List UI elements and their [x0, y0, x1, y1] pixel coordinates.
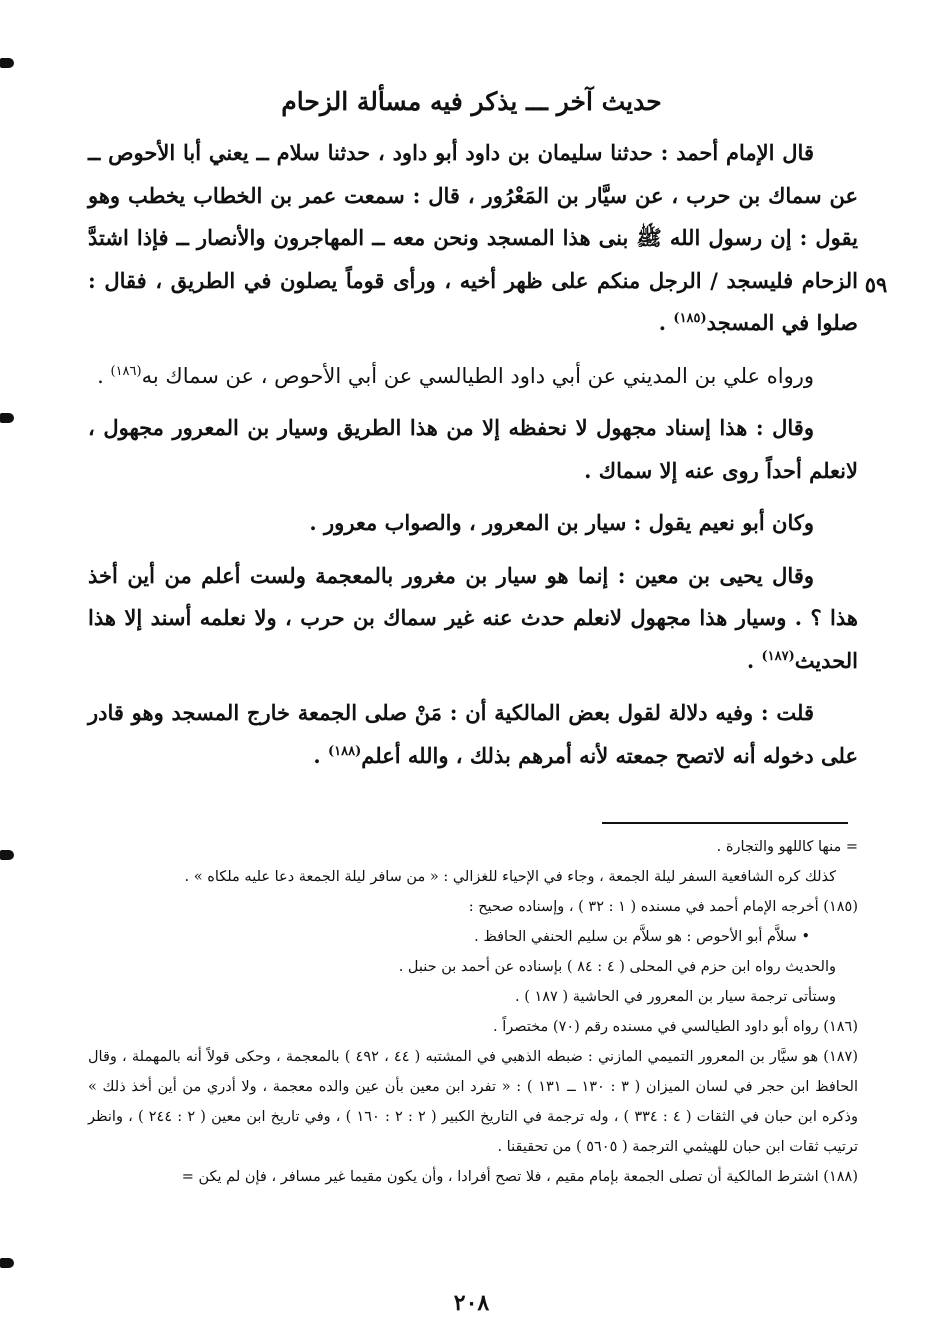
paragraph-3: وقال : هذا إسناد مجهول لا نحفظه إلا من هذا الطريق وسيار بن المعرور مجهول ، لانعلم أحداً روى عنه إلا سماك . [88, 415, 858, 483]
paragraph-text: قال الإمام أحمد : حدثنا سليمان بن داود أبو داود ، حدثنا سلام ــ يعني أبا الأحوص ــ عن سماك بن حرب ، عن سيَّار بن المَعْرُور ، قال : سمعت عمر بن الخطاب يخطب وهو يقول : إن رسول الله ﷺ بنى هذا المسجد ونحن معه ــ المهاجرون والأنصار ــ فإذا اشتدَّ الزحام فليسجد / الرجل منكم على ظهر أخيه ، ورأى قوماً يصلون في الطريق ، فقال : صلوا في المسجد [88, 140, 858, 335]
paragraph-end: . [658, 310, 674, 335]
footnote-line: • سلاَّم أبو الأحوص : هو سلاَّم بن سليم الحنفي الحافظ . [474, 929, 810, 945]
paragraph-text: قلت : وفيه دلالة لقول بعض المالكية أن : مَنْ صلى الجمعة خارج المسجد وهو قادر على دخوله أنه لاتصح جمعته لأنه أمرهم بذلك ، والله أعلم [88, 700, 858, 768]
footnote-ref: (١٨٥) [673, 311, 707, 326]
paragraph-end: . [97, 363, 111, 388]
paragraph-end: . [313, 742, 328, 768]
scan-margin-mark [0, 1258, 14, 1268]
paragraph-text: ورواه علي بن المديني عن أبي داود الطيالسي عن أبي الأحوص ، عن سماك به [141, 363, 814, 388]
page-title: حديث آخر ـــ يذكر فيه مسألة الزحام [281, 87, 662, 116]
footnote-line: = منها كاللهو والتجارة . [716, 839, 858, 855]
main-text [88, 132, 858, 777]
scan-margin-mark [0, 850, 14, 860]
paragraph-end: . [746, 647, 762, 673]
footnote-line: (١٨٧) هو سيَّار بن المعرور التميمي المازني : ضبطه الذهبي في المشتبه ( ٤٤ ، ٤٩٢ ) بالمعجمة ، وحكى قولاً أنه بالمهملة ، وقال الحافظ ابن حجر في لسان الميزان ( ٣ : ١٣٠ ــ ١٣١ ) : « تفرد ابن معين بأن عين والده معجمة ، ولا أدري من أين أخذ ذلك » وذكره ابن حبان في الثقات ( ٤ : ٣٣٤ ) ، وله ترجمة في التاريخ الكبير ( ٢ : ٢ : ١٦٠ ) ، وفي تاريخ ابن معين ( ٢ : ٢٤٤ ) ، وانظر ترتيب ثقات ابن حبان للهيثمي الترجمة ( ٥٦٠٥ ) من تحقيقنا . [88, 1049, 859, 1155]
scan-margin-mark [0, 58, 14, 68]
paragraph-1 [88, 132, 858, 345]
footnotes [88, 832, 858, 1192]
footnote-separator [602, 822, 848, 824]
scan-margin-mark [0, 413, 14, 423]
paragraph-2 [88, 355, 858, 398]
page-number: ٢٠٨ [453, 1290, 490, 1316]
footnote-ref: (١٨٦) [110, 363, 142, 379]
footnote-line: وستأتى ترجمة سيار بن المعرور في الحاشية ( ١٨٧ ) . [514, 989, 836, 1005]
footnote-line: (١٨٦) رواه أبو داود الطيالسي في مسنده رقم (٧٠) مختصراً . [493, 1019, 858, 1035]
footnote-line: (١٨٨) اشترط المالكية أن تصلى الجمعة بإمام مقيم ، فلا تصح أفرادا ، وأن يكون مقيما غير مسافر ، فإن لم يكن = [181, 1169, 858, 1185]
footnote-line: كذلك كره الشافعية السفر ليلة الجمعة ، وجاء في الإحياء للغزالي : « من سافر ليلة الجمعة دعا عليه ملكاه » . [184, 869, 836, 885]
margin-page-marker: ٥٩ [864, 272, 888, 297]
paragraph-4: وكان أبو نعيم يقول : سيار بن المعرور ، والصواب معرور . [309, 510, 814, 535]
paragraph-text: وقال يحيى بن معين : إنما هو سيار بن مغرور بالمعجمة ولست أعلم من أين أخذ هذا ؟ . وسيار هذا مجهول لانعلم حدث عنه غير سماك بن حرب ، ولا نعلمه أسند إلا هذا الحديث [88, 562, 858, 673]
paragraph-6 [88, 692, 858, 777]
footnote-ref: (١٨٨) [328, 743, 362, 759]
footnote-ref: (١٨٧) [761, 648, 795, 664]
paragraph-5 [88, 555, 858, 683]
footnote-line: (١٨٥) أخرجه الإمام أحمد في مسنده ( ١ : ٣٢ ) ، وإسناده صحيح : [468, 899, 858, 915]
footnote-line: والحديث رواه ابن حزم في المحلى ( ٤ : ٨٤ ) بإسناده عن أحمد بن حنبل . [398, 959, 836, 975]
